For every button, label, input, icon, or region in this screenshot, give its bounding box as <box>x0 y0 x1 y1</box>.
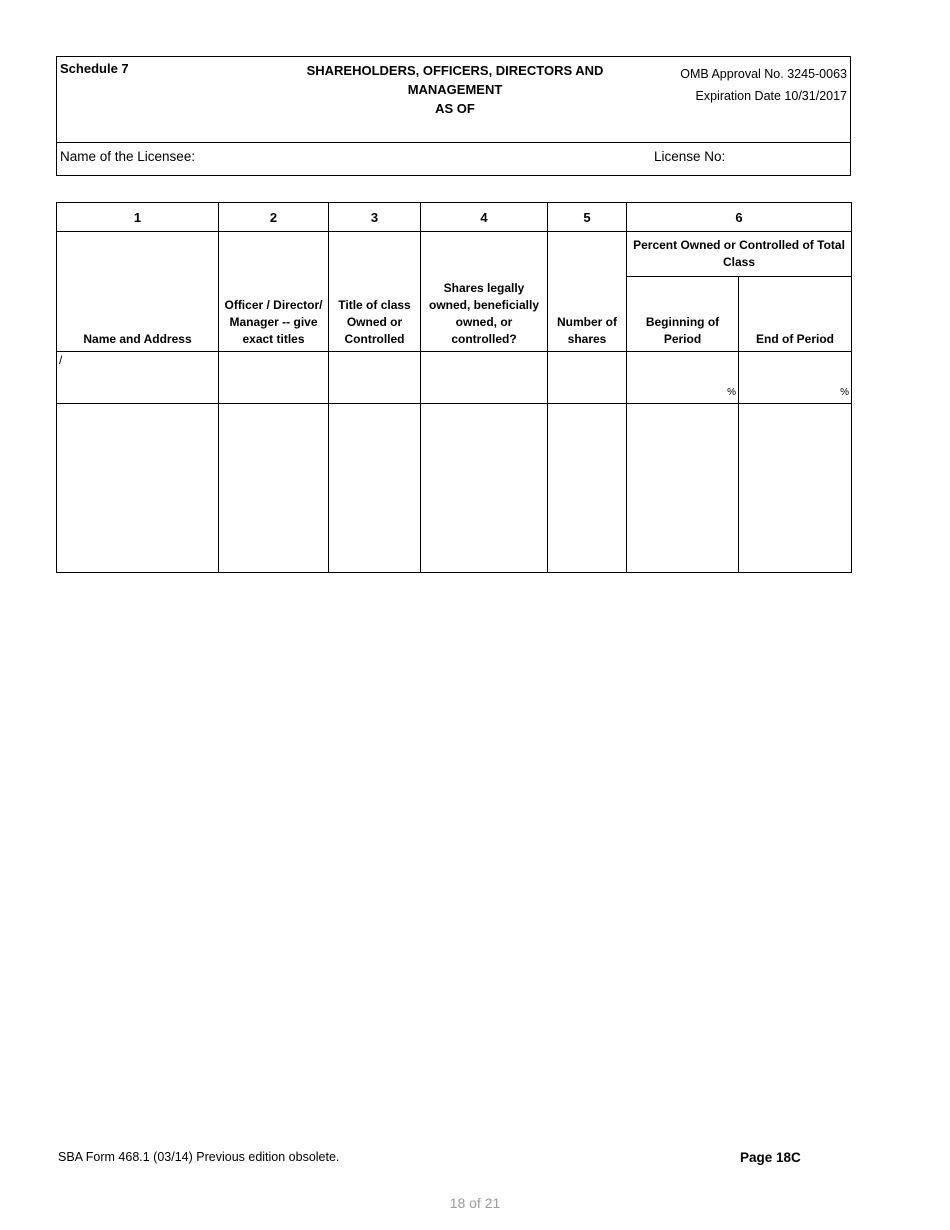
col-number-6: 6 <box>627 203 852 232</box>
form-title <box>300 61 610 118</box>
header-name-address: Name and Address <box>57 232 219 352</box>
col-number-4: 4 <box>421 203 548 232</box>
page-label: Page 18C <box>740 1150 801 1165</box>
col-number-5: 5 <box>548 203 627 232</box>
expiration-date: Expiration Date 10/31/2017 <box>695 89 847 103</box>
header-shares-legally: Shares legally owned, beneficially owned, or controlled? <box>421 232 548 352</box>
page-count: 18 of 21 <box>449 1195 501 1211</box>
end-percent-cell[interactable] <box>739 404 852 573</box>
header-end-period: End of Period <box>739 277 852 352</box>
name-address-cell[interactable]: / <box>57 352 219 404</box>
column-number-row <box>57 203 852 232</box>
license-number-label: License No: <box>654 149 726 164</box>
header-percent-owned: Percent Owned or Controlled of Total Class <box>627 232 852 277</box>
form-info: SBA Form 468.1 (03/14) Previous edition obsolete. <box>58 1150 340 1164</box>
header-divider <box>56 142 851 143</box>
licensee-name-label: Name of the Licensee: <box>60 149 196 164</box>
table-row <box>57 352 852 404</box>
number-shares-cell[interactable] <box>548 404 627 573</box>
title-class-cell[interactable] <box>329 352 421 404</box>
omb-approval: OMB Approval No. 3245-0063 <box>680 67 847 81</box>
beginning-percent-cell[interactable]: % <box>627 352 739 404</box>
end-percent-cell[interactable]: % <box>739 352 852 404</box>
form-title-line3: AS OF <box>435 101 475 116</box>
table-row <box>57 404 852 573</box>
omb-info <box>640 63 847 107</box>
shares-legally-cell[interactable] <box>421 352 548 404</box>
form-title-line2: MANAGEMENT <box>407 82 503 97</box>
officer-title-cell[interactable] <box>219 404 329 573</box>
col-number-3: 3 <box>329 203 421 232</box>
schedule-label: Schedule 7 <box>60 61 129 76</box>
officer-title-cell[interactable] <box>219 352 329 404</box>
shares-legally-cell[interactable] <box>421 404 548 573</box>
title-class-cell[interactable] <box>329 404 421 573</box>
name-address-cell[interactable] <box>57 404 219 573</box>
header-number-shares: Number of shares <box>548 232 627 352</box>
number-shares-cell[interactable] <box>548 352 627 404</box>
header-row-1 <box>57 232 852 277</box>
col-number-1: 1 <box>57 203 219 232</box>
header-title-class: Title of class Owned or Controlled <box>329 232 421 352</box>
header-officer-title: Officer / Director/ Manager -- give exact titles <box>219 232 329 352</box>
header-beginning-period: Beginning of Period <box>627 277 739 352</box>
beginning-percent-cell[interactable] <box>627 404 739 573</box>
form-title-line1: SHAREHOLDERS, OFFICERS, DIRECTORS AND <box>306 63 604 78</box>
shareholders-table <box>56 202 852 573</box>
col-number-2: 2 <box>219 203 329 232</box>
